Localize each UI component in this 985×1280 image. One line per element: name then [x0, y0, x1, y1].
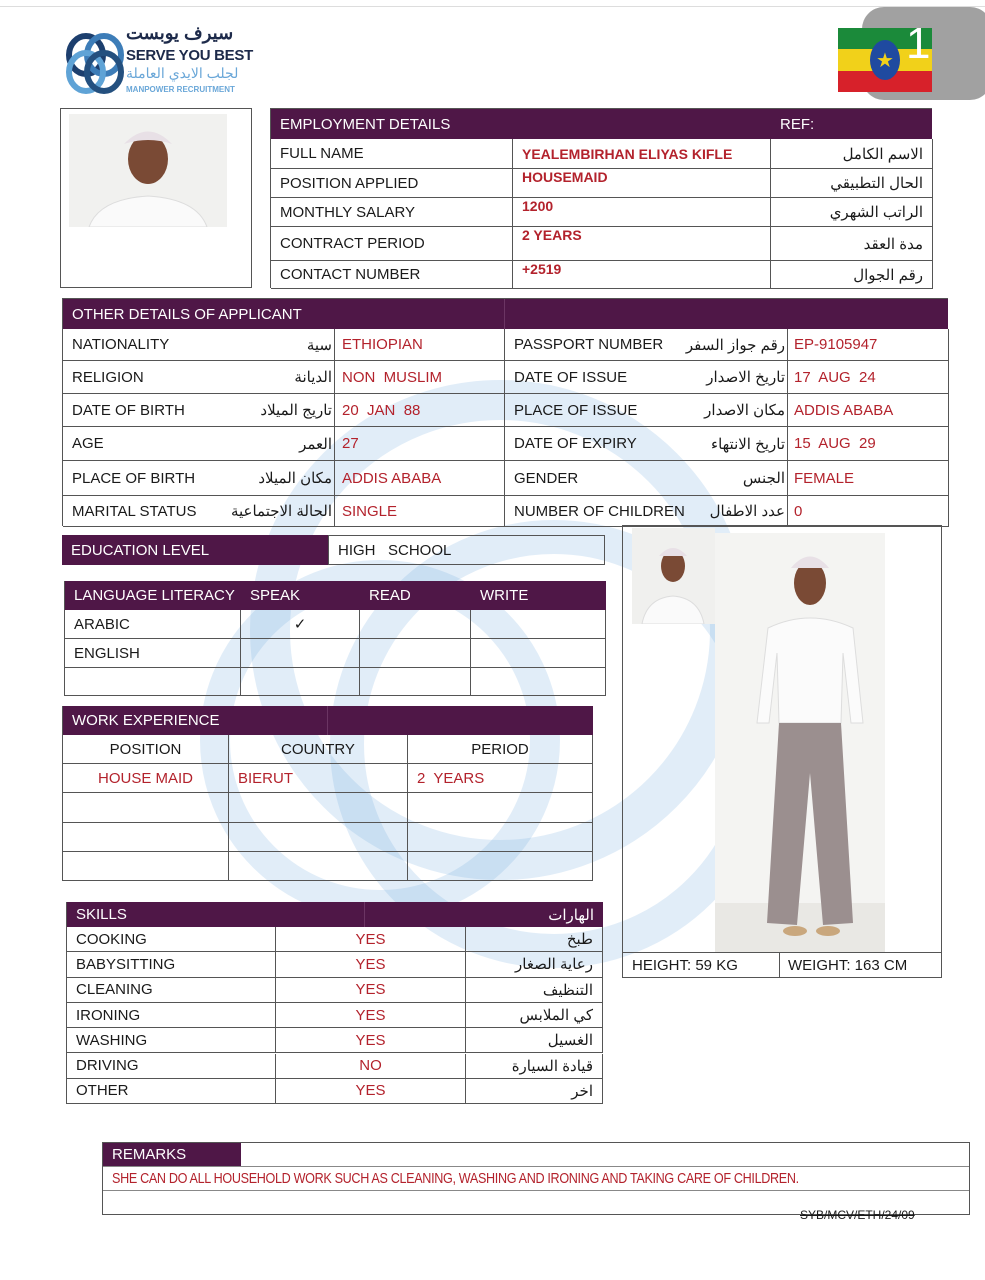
employment-arabic-label: مدة العقد — [771, 227, 933, 261]
employment-label: FULL NAME — [271, 139, 513, 169]
employment-label: POSITION APPLIED — [271, 169, 513, 198]
skill-name: DRIVING — [67, 1054, 276, 1079]
skill-name: COOKING — [67, 927, 276, 952]
field-arabic-label: تاريخ الانتهاء — [711, 435, 785, 453]
field-label: DATE OF EXPIRY — [514, 435, 637, 452]
work-experience-cell — [63, 852, 229, 881]
field-arabic-label: رقم جواز السفر — [685, 336, 785, 354]
remarks-title: REMARKS — [112, 1146, 187, 1163]
employment-arabic-label: الاسم الكامل — [771, 139, 933, 169]
field-label: RELIGION — [72, 368, 144, 386]
work-experience-header — [63, 706, 593, 735]
work-experience-title: WORK EXPERIENCE — [72, 712, 220, 729]
work-experience-table — [62, 706, 592, 881]
other-left-label-cell — [63, 361, 335, 394]
skills-arabic-title: الهارات — [548, 906, 594, 924]
page-number: 1 — [906, 19, 931, 68]
skills-table — [66, 902, 602, 1104]
other-right-value: ADDIS ABABA — [788, 394, 949, 427]
logo-knot-icon — [64, 30, 126, 96]
field-arabic-label: تاريج الميلاد — [260, 402, 332, 419]
work-experience-cell — [63, 823, 229, 852]
language-literacy-table — [64, 581, 605, 696]
skill-arabic-name: الغسيل — [466, 1028, 603, 1053]
language-checkbox[interactable] — [241, 668, 360, 696]
other-left-value: 27 — [335, 427, 505, 461]
remarks-box — [102, 1142, 970, 1215]
skill-name: WASHING — [67, 1028, 276, 1053]
other-left-label-cell — [63, 496, 335, 527]
language-name — [65, 668, 241, 696]
other-details-table — [62, 298, 948, 526]
field-label: NUMBER OF CHILDREN — [514, 502, 685, 520]
work-experience-cell — [408, 823, 593, 852]
logo-sub: MANPOWER RECRUITMENT — [126, 85, 235, 94]
employment-arabic-label: الحال التطبيقي — [771, 169, 933, 198]
skill-arabic-name: رعاية الصغار — [466, 952, 603, 977]
language-header: WRITE — [471, 581, 606, 610]
employment-value: 1200 — [513, 198, 771, 227]
employment-value: +2519 — [513, 261, 771, 289]
field-label: GENDER — [514, 469, 579, 487]
full-body-photo-frame — [622, 525, 942, 953]
other-left-label-cell — [63, 394, 335, 427]
other-left-value: 20 JAN 88 — [335, 394, 505, 427]
language-checkbox[interactable] — [471, 668, 606, 696]
skill-arabic-name: اخر — [466, 1079, 603, 1104]
remarks-header — [103, 1143, 241, 1166]
employment-arabic-label: الراتب الشهري — [771, 198, 933, 227]
language-checkbox[interactable] — [360, 610, 471, 639]
employment-label: CONTRACT PERIOD — [271, 227, 513, 261]
employment-title: EMPLOYMENT DETAILS — [280, 115, 451, 133]
field-label: MARITAL STATUS — [72, 502, 197, 520]
height-value: HEIGHT: 59 KG — [632, 957, 738, 974]
applicant-photo-frame — [60, 108, 252, 288]
language-checkbox[interactable] — [471, 610, 606, 639]
applicant-full-body-photo — [715, 533, 885, 953]
education-level-value: HIGH SCHOOL — [328, 535, 605, 565]
other-details-title: OTHER DETAILS OF APPLICANT — [72, 305, 302, 323]
language-header: LANGUAGE LITERACY — [65, 581, 241, 610]
language-checkbox[interactable]: ✓ — [241, 610, 360, 639]
other-right-value: EP-9105947 — [788, 329, 949, 361]
other-right-value: 17 AUG 24 — [788, 361, 949, 394]
education-label-text: EDUCATION LEVEL — [71, 541, 210, 559]
other-right-label-cell — [505, 427, 788, 461]
skill-name: BABYSITTING — [67, 952, 276, 977]
field-label: PLACE OF BIRTH — [72, 469, 196, 487]
company-logo — [64, 23, 254, 98]
measurements-row — [622, 952, 942, 978]
field-label: PLACE OF ISSUE — [514, 401, 638, 419]
skill-value: YES — [276, 1028, 466, 1053]
skills-header — [67, 902, 603, 927]
work-experience-cell — [63, 793, 229, 823]
field-label: DATE OF BIRTH — [72, 401, 185, 419]
skill-value: YES — [276, 927, 466, 952]
remarks-text-row — [103, 1166, 969, 1191]
other-left-label-cell — [63, 329, 335, 361]
work-experience-cell: BIERUT — [229, 764, 408, 793]
other-left-value: ETHIOPIAN — [335, 329, 505, 361]
skill-value: YES — [276, 978, 466, 1003]
employment-arabic-label: رقم الجوال — [771, 261, 933, 289]
other-left-value: NON MUSLIM — [335, 361, 505, 394]
education-level-label — [62, 535, 328, 565]
work-experience-cell — [408, 852, 593, 881]
other-left-value: SINGLE — [335, 496, 505, 527]
language-checkbox[interactable] — [241, 639, 360, 668]
language-name: ENGLISH — [65, 639, 241, 668]
employment-header — [271, 109, 932, 139]
logo-arabic-name: سيرف يوبست — [126, 23, 234, 43]
logo-name: SERVE YOU BEST — [126, 47, 253, 64]
skill-arabic-name: طبخ — [466, 927, 603, 952]
other-right-label-cell — [505, 394, 788, 427]
field-arabic-label: مكان الاصدار — [704, 402, 785, 419]
work-experience-cell: 2 YEARS — [408, 764, 593, 793]
employment-label: CONTACT NUMBER — [271, 261, 513, 289]
language-name: ARABIC — [65, 610, 241, 639]
skill-value: YES — [276, 952, 466, 977]
field-label: NATIONALITY — [72, 336, 170, 353]
ref-label: REF: — [780, 115, 815, 133]
field-label: PASSPORT NUMBER — [514, 336, 664, 353]
employment-value: HOUSEMAID — [513, 169, 771, 198]
other-right-label-cell — [505, 329, 788, 361]
field-label: AGE — [72, 435, 104, 452]
language-checkbox[interactable] — [360, 668, 471, 696]
work-experience-cell: HOUSE MAID — [63, 764, 229, 793]
ethiopia-flag-icon: ★ — [870, 40, 900, 80]
field-arabic-label: الجنس — [742, 470, 785, 487]
work-experience-cell — [408, 793, 593, 823]
skill-arabic-name: قيادة السيارة — [466, 1054, 603, 1079]
field-arabic-label: مكان الميلاد — [258, 470, 332, 487]
work-experience-cell — [229, 823, 408, 852]
skill-value: NO — [276, 1054, 466, 1079]
field-arabic-label: الحالة الاجتماعية — [230, 503, 332, 520]
other-right-label-cell — [505, 361, 788, 394]
skills-title: SKILLS — [76, 906, 127, 923]
other-right-value: 15 AUG 29 — [788, 427, 949, 461]
skill-arabic-name: كي الملابس — [466, 1003, 603, 1028]
top-divider — [0, 6, 985, 7]
skill-arabic-name: التنظيف — [466, 978, 603, 1003]
field-arabic-label: سية — [306, 336, 332, 354]
work-column-header: COUNTRY — [229, 735, 408, 764]
skill-name: OTHER — [67, 1079, 276, 1104]
skill-name: CLEANING — [67, 978, 276, 1003]
language-header: SPEAK — [241, 581, 360, 610]
field-arabic-label: العمر — [299, 435, 332, 453]
field-arabic-label: عدد الاطفال — [709, 503, 785, 520]
language-checkbox[interactable] — [471, 639, 606, 668]
logo-arabic-sub: لجلب الايدي العاملة — [126, 65, 239, 81]
employment-value: YEALEMBIRHAN ELIYAS KIFLE — [513, 139, 771, 169]
employment-value: 2 YEARS — [513, 227, 771, 261]
other-left-label-cell — [63, 427, 335, 461]
employment-details-table — [270, 108, 932, 288]
work-column-header: PERIOD — [408, 735, 593, 764]
skill-value: YES — [276, 1003, 466, 1028]
other-left-value: ADDIS ABABA — [335, 461, 505, 496]
applicant-small-photo — [632, 528, 715, 624]
other-right-value: FEMALE — [788, 461, 949, 496]
remarks-text: SHE CAN DO ALL HOUSEHOLD WORK SUCH AS CLEANING, WASHING AND IRONING AND TAKING CARE OF CHILDREN. — [112, 1170, 799, 1187]
work-experience-cell — [229, 852, 408, 881]
employment-label: MONTHLY SALARY — [271, 198, 513, 227]
work-experience-cell — [229, 793, 408, 823]
work-column-header: POSITION — [63, 735, 229, 764]
other-details-header — [63, 299, 948, 329]
skill-name: IRONING — [67, 1003, 276, 1028]
document-reference-code: SYB/MCV/ETH/24/09 — [800, 1208, 915, 1222]
weight-value: WEIGHT: 163 CM — [788, 957, 908, 974]
other-right-label-cell — [505, 496, 788, 527]
field-label: DATE OF ISSUE — [514, 368, 628, 386]
applicant-portrait-photo — [69, 114, 227, 227]
other-left-label-cell — [63, 461, 335, 496]
language-header: READ — [360, 581, 471, 610]
field-arabic-label: تاريخ الاصدار — [706, 369, 785, 386]
language-checkbox[interactable] — [360, 639, 471, 668]
skill-value: YES — [276, 1079, 466, 1104]
field-arabic-label: الديانة — [294, 369, 332, 386]
other-right-label-cell — [505, 461, 788, 496]
other-right-value: 0 — [788, 496, 949, 527]
